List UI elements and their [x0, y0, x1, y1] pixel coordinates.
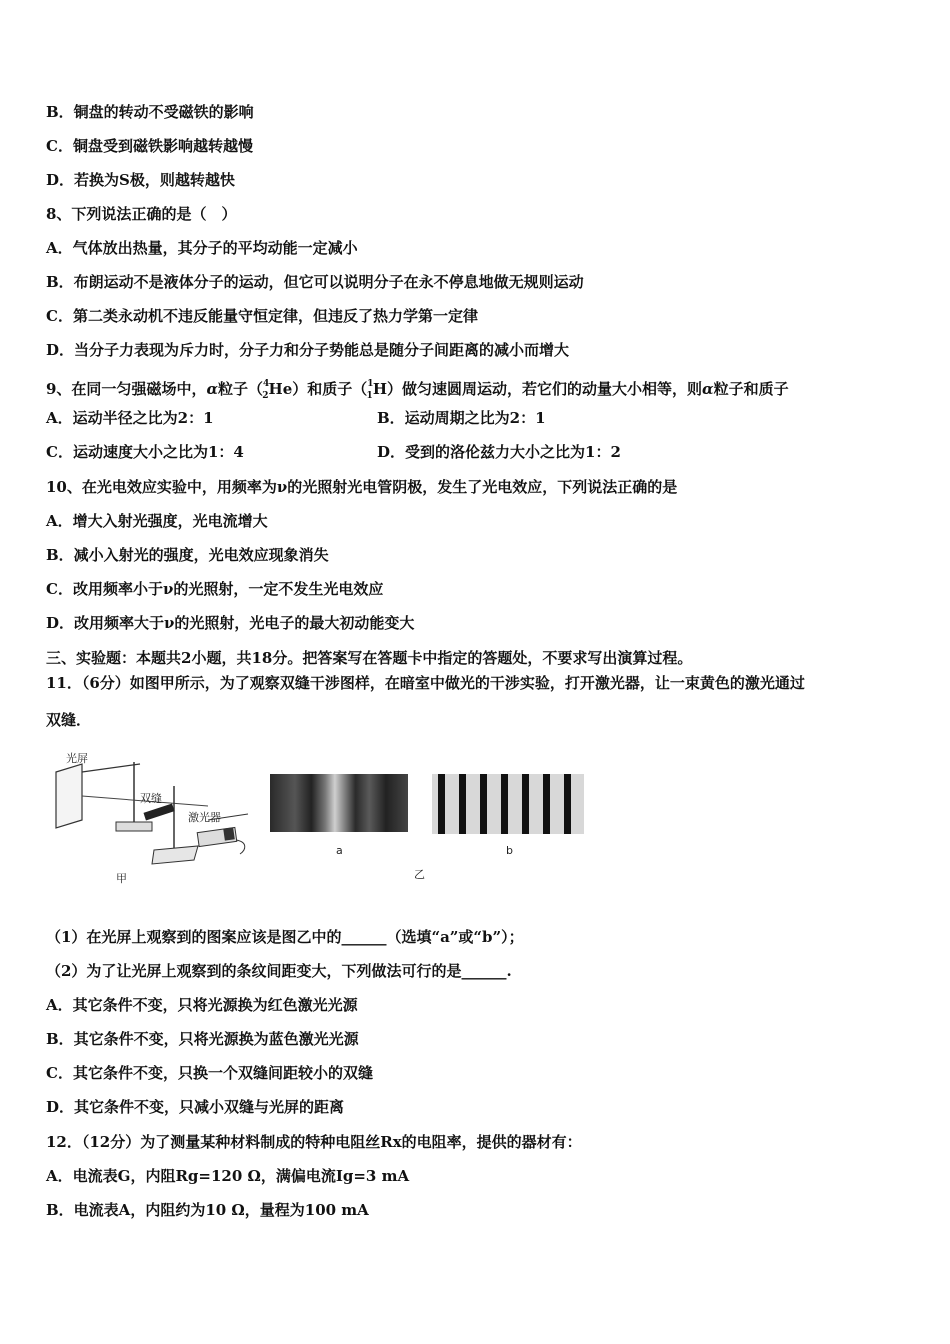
q8-option-b: B．布朗运动不是液体分子的运动，但它可以说明分子在永不停息地做无规则运动: [46, 273, 584, 291]
q9-option-c: C．运动速度大小之比为1：4: [46, 443, 244, 461]
pattern-a: [270, 774, 408, 832]
label-yi: 乙: [414, 868, 425, 881]
q10-stem: 10、在光电效应实验中，用频率为ν的光照射光电管阴极，发生了光电效应，下列说法正确的是: [46, 478, 678, 496]
label-a: a: [336, 844, 343, 857]
q10-option-a: A．增大入射光强度，光电流增大: [46, 512, 268, 530]
right-stand-base: [152, 846, 198, 864]
double-slit-figure: [48, 742, 588, 892]
q9-option-d: D．受到的洛伦兹力大小之比为1：2: [377, 443, 621, 461]
label-light-screen: 光屏: [66, 752, 88, 765]
left-stand-base: [116, 822, 152, 831]
q12-option-a: A．电流表G，内阻Rg=120 Ω，满偏电流Ig=3 mA: [46, 1167, 410, 1185]
label-jia: 甲: [116, 872, 127, 885]
q10-option-d: D．改用频率大于ν的光照射，光电子的最大初动能变大: [46, 614, 415, 632]
q10-option-c: C．改用频率小于ν的光照射，一定不发生光电效应: [46, 580, 384, 598]
q8-option-c: C．第二类永动机不违反能量守恒定律，但违反了热力学第一定律: [46, 307, 478, 325]
q11-stem-line-2: 双缝．: [46, 711, 92, 729]
q11-sub-1: （1）在光屏上观察到的图案应该是图乙中的______（选填“a”或“b”）；: [46, 928, 524, 946]
laser-cable: [236, 840, 245, 854]
q7-option-d: D．若换为S极，则越转越快: [46, 171, 235, 189]
q8-option-a: A．气体放出热量，其分子的平均动能一定减小: [46, 239, 358, 257]
q9-option-b: B．运动周期之比为2：1: [377, 409, 546, 427]
q11-stem-line-1: 11．（6分）如图甲所示，为了观察双缝干涉图样，在暗室中做光的干涉实验，打开激光器，让一束黄色的激光通过: [46, 674, 805, 692]
q9-option-a: A．运动半径之比为2：1: [46, 409, 214, 427]
q9-options-row-2: [46, 442, 621, 462]
q11-option-c: C．其它条件不变，只换一个双缝间距较小的双缝: [46, 1064, 373, 1082]
q7-option-b: B．铜盘的转动不受磁铁的影响: [46, 103, 254, 121]
q8-stem: 8、下列说法正确的是（ ）: [46, 205, 237, 223]
q11-option-b: B．其它条件不变，只将光源换为蓝色激光光源: [46, 1030, 359, 1048]
q12-option-b: B．电流表A，内阻约为10 Ω，量程为100 mA: [46, 1201, 369, 1219]
q11-sub-2: （2）为了让光屏上观察到的条纹间距变大，下列做法可行的是______.: [46, 962, 512, 980]
q8-option-d: D．当分子力表现为斥力时，分子力和分子势能总是随分子间距离的减小而增大: [46, 341, 570, 359]
q9-options-row-1: [46, 408, 546, 428]
q7-option-c: C．铜盘受到磁铁影响越转越慢: [46, 137, 253, 155]
section-3-heading: 三、实验题：本题共2小题，共18分。把答案写在答题卡中指定的答题处，不要求写出演算过程。: [46, 649, 693, 667]
apparatus-diagram: [56, 751, 248, 885]
label-laser: 激光器: [188, 811, 221, 824]
q11-option-d: D．其它条件不变，只减小双缝与光屏的距离: [46, 1098, 345, 1116]
q9-stem: 9、在同一匀强磁场中，α粒子（$^4_2$He）和质子（$^1_1$H）做匀速圆周运动，若它们的动量大小相等，则α粒子和质子: [46, 379, 789, 401]
q12-stem: 12．（12分）为了测量某种材料制成的特种电阻丝Rx的电阻率，提供的器材有：: [46, 1133, 582, 1151]
double-slit-shape: [143, 804, 174, 821]
pattern-b: [432, 774, 584, 834]
q10-option-b: B．减小入射光的强度，光电效应现象消失: [46, 546, 329, 564]
q11-option-a: A．其它条件不变，只将光源换为红色激光光源: [46, 996, 358, 1014]
light-screen-shape: [56, 764, 82, 828]
label-b: b: [506, 844, 513, 857]
label-double-slit: 双缝: [140, 792, 162, 805]
